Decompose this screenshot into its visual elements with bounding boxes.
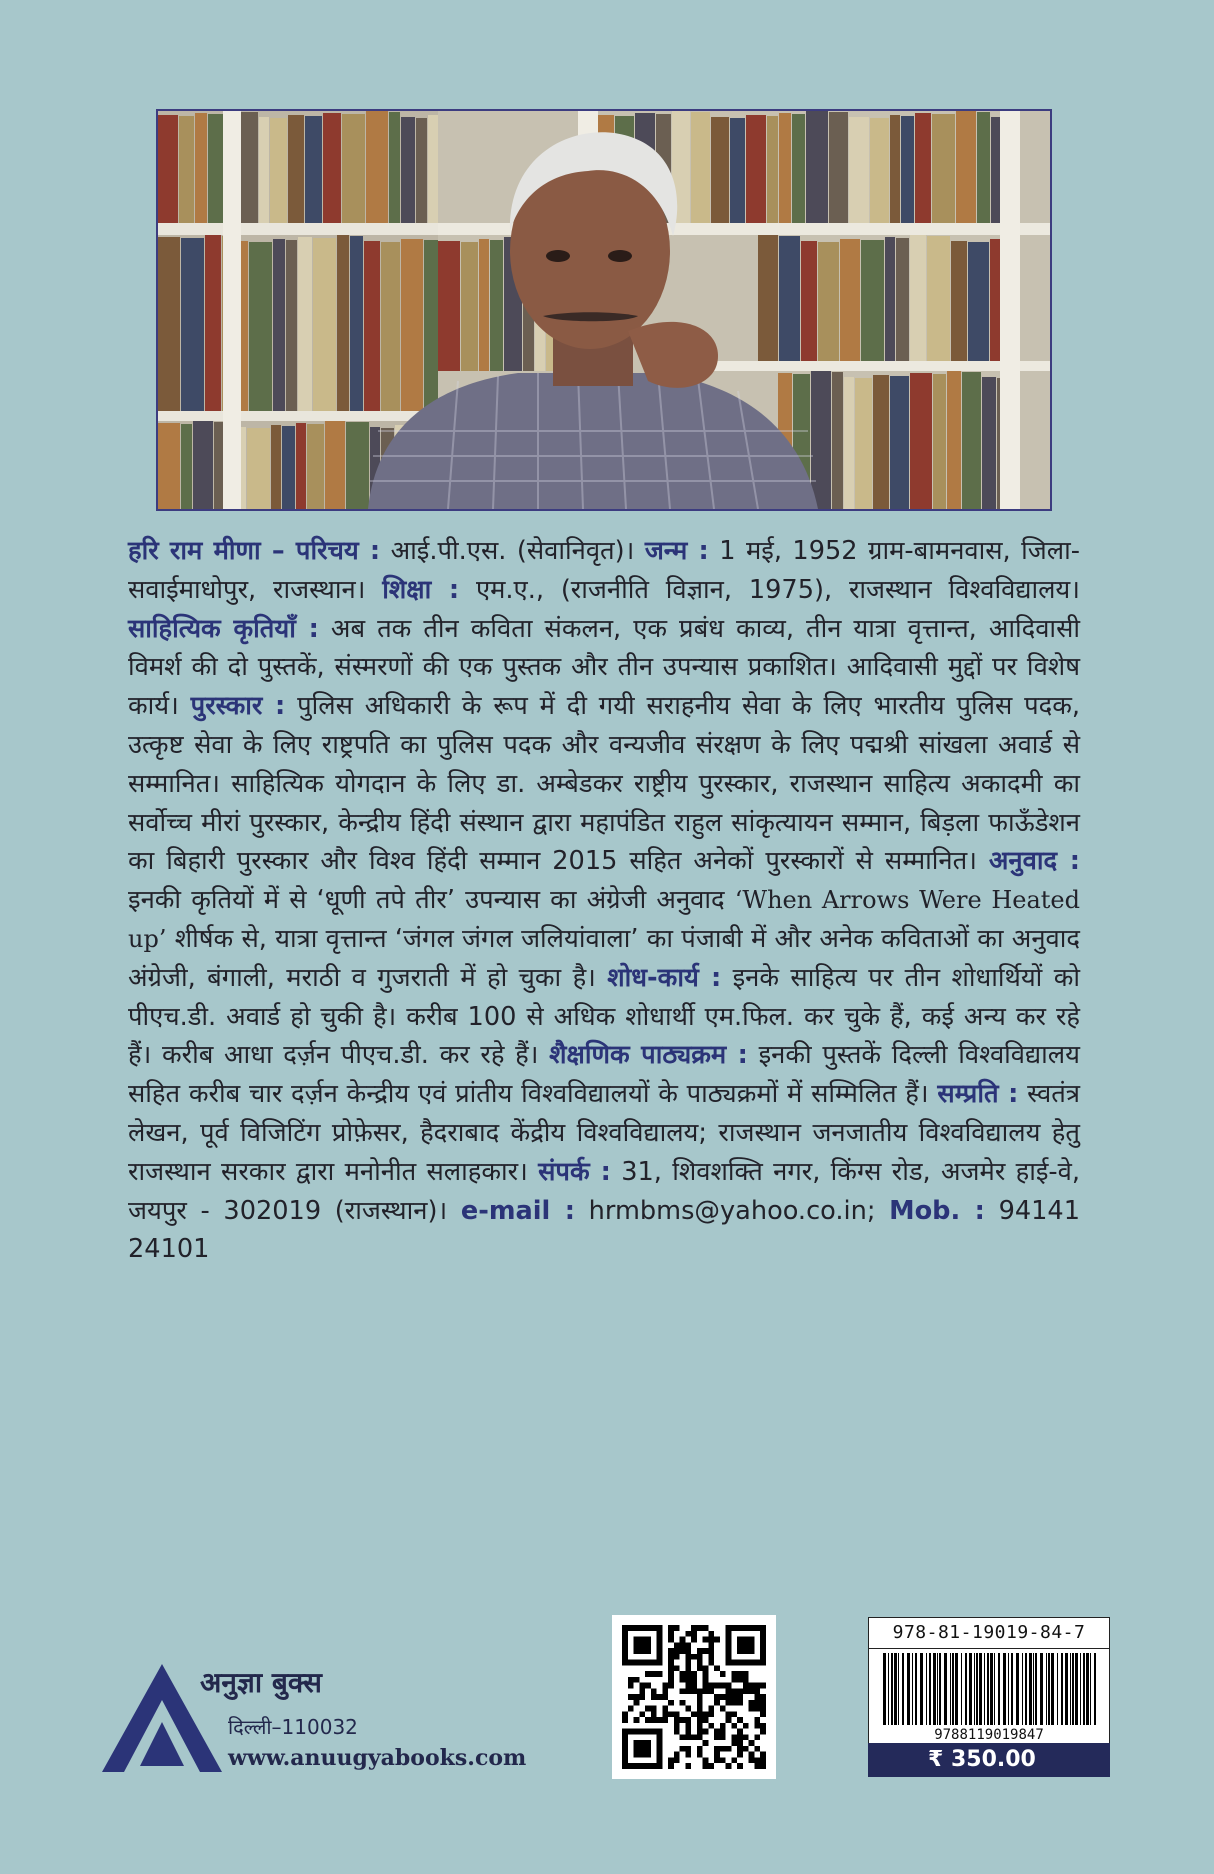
publisher-block	[100, 1655, 530, 1795]
bio-education: एम.ए., (राजनीति विज्ञान, 1975), राजस्थान विश्वविद्यालय।	[459, 574, 1080, 605]
publisher-website[interactable]: www.anuugyabooks.com	[228, 1745, 527, 1771]
qr-code[interactable]	[612, 1615, 776, 1779]
bio-birth: 1 मई, 1952 ग्राम-बामनवास, जिला-सवाईमाधोपुर, राजस्थान।	[128, 536, 1080, 605]
isbn-barcode	[868, 1617, 1110, 1777]
publisher-name: अनुज्ञा बुक्स	[200, 1666, 322, 1699]
bio-translation-label: अनुवाद :	[988, 846, 1080, 877]
bio-research-label: शोध-कार्य :	[607, 962, 722, 993]
isbn-digits: 9788119019847	[868, 1727, 1110, 1743]
publisher-city: दिल्ली–110032	[228, 1715, 358, 1739]
bio-email[interactable]: hrmbms@yahoo.co.in;	[575, 1195, 890, 1226]
bio-current: स्वतंत्र लेखन, पूर्व विजिटिंग प्रोफ़ेसर, हैदराबाद केंद्रीय विश्वविद्यालय; राजस्थान जनजातीय विश्वविद्यालय हेतु राजस्थान सरकार द्वारा मनोनीत सलाहकार।	[128, 1079, 1080, 1187]
bio-works: अब तक तीन कविता संकलन, एक प्रबंध काव्य, तीन यात्रा वृत्तान्त, आदिवासी विमर्श की दो पुस्तकें, संस्मरणों की एक पुस्तक और तीन उपन्यास प्रकाशित। आदिवासी मुद्दों पर विशेष कार्य।	[128, 613, 1080, 722]
isbn-number: 978-81-19019-84-7	[868, 1617, 1110, 1649]
bio-translation-a: इनकी कृतियों में से ‘धूणी तपे तीर’ उपन्यास का अंग्रेजी अनुवाद	[128, 885, 735, 916]
bio-translation-b: शीर्षक से, यात्रा वृत्तान्त ‘जंगल जंगल जलियांवाला’ का पंजाबी में और अनेक कविताओं का अनुवाद अंग्रेजी, बंगाली, मराठी व गुजराती में हो चुका है।	[128, 923, 1080, 993]
barcode-bars	[868, 1649, 1110, 1727]
bio-birth-label: जन्म :	[644, 536, 709, 566]
bio-curriculum: इनकी पुस्तकें दिल्ली विश्वविद्यालय सहित करीब चार दर्ज़न केन्द्रीय एवं प्रांतीय विश्वविद्यालयों के पाठ्यक्रमों में सम्मिलित हैं।	[128, 1040, 1080, 1110]
bio-intro: आई.पी.एस. (सेवानिवृत)।	[380, 536, 645, 566]
bio-awards: पुलिस अधिकारी के रूप में दी गयी सराहनीय सेवा के लिए भारतीय पुलिस पदक, उत्कृष्ट सेवा के लिए राष्ट्रपति का पुलिस पदक और वन्यजीव संरक्षण के लिए पद्मश्री सांखला अवार्ड से सम्मानित। साहित्यिक योगदान के लिए डा. अम्बेडकर राष्ट्रीय पुरस्कार, राजस्थान साहित्य अकादमी का सर्वोच्च मीरां पुरस्कार, केन्द्रीय हिंदी संस्थान द्वारा महापंडित राहुल सांकृत्यायन सम्मान, बिड़ला फाऊँडेशन का बिहारी पुरस्कार और विश्व हिंदी सम्मान 2015 सहित अनेकों पुरस्कारों से सम्मानित।	[128, 691, 1081, 877]
bio-education-label: शिक्षा :	[382, 574, 460, 605]
bio-works-label: साहित्यिक कृतियाँ :	[128, 613, 319, 644]
price-label: ₹ 350.00	[868, 1743, 1110, 1777]
bio-translation-english: ‘When Arrows Were Heated up’	[128, 886, 1080, 953]
bio-mobile: 94141 24101	[128, 1195, 1080, 1265]
bio-current-label: सम्प्रति :	[937, 1079, 1019, 1110]
bio-contact: 31, शिवशक्ति नगर, किंग्स रोड, अजमेर हाई-वे, जयपुर - 302019 (राजस्थान)।	[128, 1156, 1080, 1226]
bio-email-label: e-mail :	[460, 1195, 576, 1226]
bio-name-label: हरि राम मीणा – परिचय :	[128, 536, 381, 566]
bio-mobile-label: Mob. :	[889, 1195, 985, 1226]
bio-awards-label: पुरस्कार :	[190, 691, 286, 722]
author-bio	[128, 532, 1080, 1269]
author-photo	[156, 109, 1052, 511]
bio-contact-label: संपर्क :	[538, 1156, 611, 1187]
bio-research: इनके साहित्य पर तीन शोधार्थियों को पीएच.डी. अवार्ड हो चुकी है। करीब 100 से अधिक शोधार्थी एम.फिल. कर चुके हैं, कई अन्य कर रहे हैं। करीब आधा दर्ज़न पीएच.डी. कर रहे हैं।	[128, 962, 1080, 1071]
bio-curriculum-label: शैक्षणिक पाठ्यक्रम :	[549, 1040, 748, 1071]
